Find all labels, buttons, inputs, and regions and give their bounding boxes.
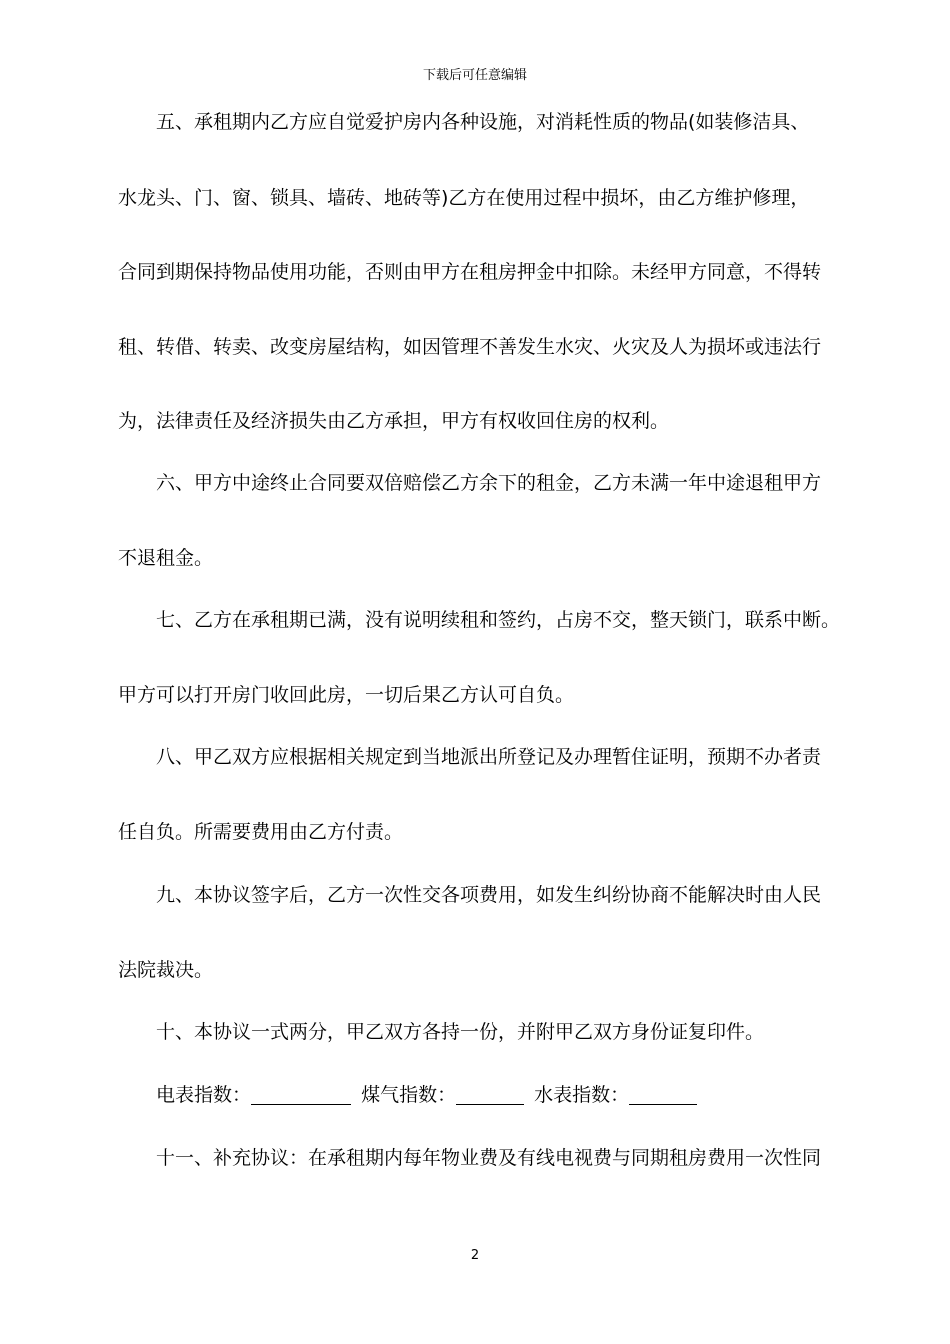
- clause-5-line-4: 租、转借、转卖、改变房屋结构，如因管理不善发生水灾、火灾及人为损坏或违法行: [118, 336, 822, 358]
- clause-11-line-1: 十一、补充协议：在承租期内每年物业费及有线电视费与同期租房费用一次性同: [156, 1147, 822, 1169]
- water-meter-blank: [629, 1084, 697, 1105]
- electric-meter-blank: [251, 1084, 351, 1105]
- clause-10-line-1: 十、本协议一式两分，甲乙双方各持一份，并附甲乙双方身份证复印件。: [156, 1021, 765, 1043]
- page-number: 2: [470, 1248, 480, 1263]
- electric-meter-label: 电表指数：: [156, 1084, 252, 1106]
- clause-8-line-1: 八、甲乙双方应根据相关规定到当地派出所登记及办理暂住证明，预期不办者责: [156, 746, 822, 768]
- clause-5-line-5: 为，法律责任及经济损失由乙方承担，甲方有权收回住房的权利。: [118, 410, 670, 432]
- meter-readings-row: [156, 1080, 701, 1110]
- clause-9-line-2: 法院裁决。: [118, 959, 214, 981]
- clause-6-line-1: 六、甲方中途终止合同要双倍赔偿乙方余下的租金，乙方未满一年中途退租甲方: [156, 472, 822, 494]
- gas-meter-label: 煤气指数：: [361, 1084, 457, 1106]
- clause-5-line-2: 水龙头、门、窗、锁具、墙砖、地砖等)乙方在使用过程中损坏，由乙方维护修理，: [118, 187, 810, 209]
- page-header-note: 下载后可任意编辑: [422, 68, 527, 83]
- clause-7-line-2: 甲方可以打开房门收回此房，一切后果乙方认可自负。: [118, 684, 575, 706]
- clause-5-line-1: 五、承租期内乙方应自觉爱护房内各种设施，对消耗性质的物品(如装修洁具、: [156, 111, 810, 133]
- clause-7-line-1: 七、乙方在承租期已满，没有说明续租和签约，占房不交，整天锁门，联系中断。: [156, 609, 841, 631]
- clause-8-line-2: 任自负。所需要费用由乙方付责。: [118, 821, 404, 843]
- clause-5-line-3: 合同到期保持物品使用功能，否则由甲方在租房押金中扣除。未经甲方同意，不得转: [118, 261, 822, 283]
- clause-6-line-2: 不退租金。: [118, 547, 214, 569]
- clause-9-line-1: 九、本协议签字后，乙方一次性交各项费用，如发生纠纷协商不能解决时由人民: [156, 884, 822, 906]
- water-meter-label: 水表指数：: [534, 1084, 630, 1106]
- gas-meter-blank: [456, 1084, 524, 1105]
